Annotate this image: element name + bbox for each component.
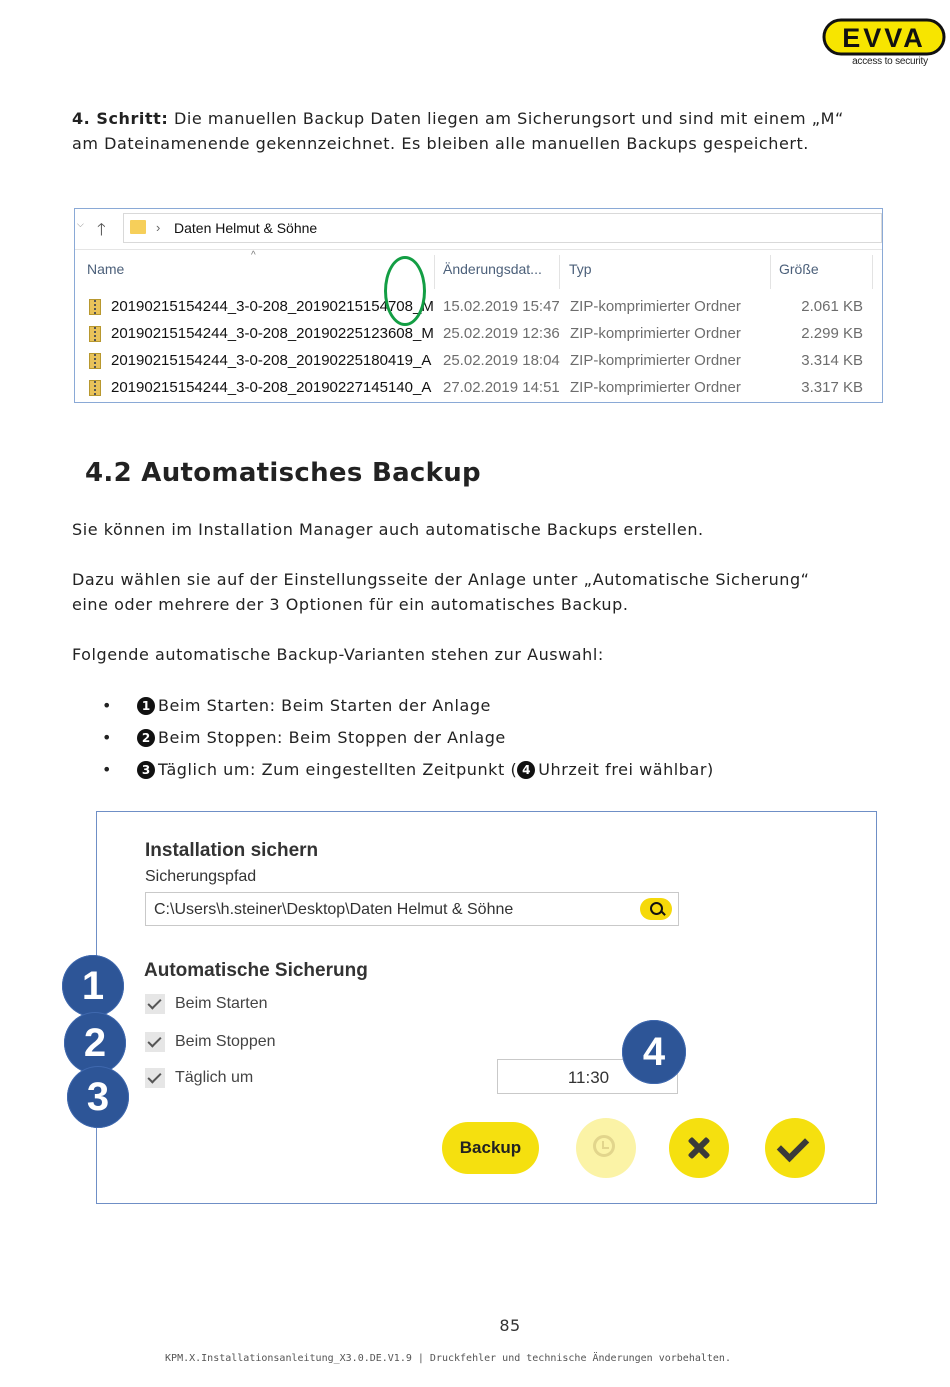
step4-label: 4. Schritt: — [72, 109, 169, 128]
checkbox-label: Beim Stoppen — [175, 1033, 276, 1050]
address-bar[interactable] — [123, 213, 882, 243]
file-name: 20190215154244_3-0-208_20190225180419_A — [111, 352, 432, 369]
file-name: 20190215154244_3-0-208_20190215154708_M — [111, 298, 434, 315]
file-row[interactable] — [89, 321, 879, 348]
section-paragraph-2 — [72, 567, 892, 617]
bullet-dot: • — [102, 728, 112, 747]
callout-1: 1 — [62, 955, 124, 1017]
close-icon — [687, 1136, 711, 1160]
checkbox-daily[interactable] — [145, 1068, 165, 1088]
number-circle: 1 — [137, 697, 155, 715]
history-dropdown-icon[interactable]: ⌵ — [77, 219, 84, 229]
file-date: 27.02.2019 14:51 — [443, 379, 560, 396]
column-separator — [872, 255, 873, 289]
step4-paragraph — [72, 106, 892, 156]
chevron-right-icon: › — [156, 220, 161, 235]
file-date: 25.02.2019 12:36 — [443, 325, 560, 342]
step4-text-2: am Dateinamenende gekennzeichnet. Es bleiben alle manuellen Backups gespeichert. — [72, 134, 809, 153]
number-circle: 2 — [137, 729, 155, 747]
section-heading: 4.2 Automatisches Backup — [85, 458, 481, 488]
folder-icon — [130, 220, 146, 234]
file-type: ZIP-komprimierter Ordner — [570, 298, 741, 315]
file-date: 25.02.2019 18:04 — [443, 352, 560, 369]
file-row[interactable] — [89, 294, 879, 321]
backup-settings-panel — [96, 811, 877, 1204]
auto-backup-title: Automatische Sicherung — [144, 960, 368, 981]
file-row[interactable] — [89, 375, 879, 402]
column-date[interactable]: Änderungsdat... — [443, 261, 542, 277]
search-icon[interactable] — [640, 898, 672, 920]
bullet-item-1 — [137, 696, 491, 715]
checkbox-label: Täglich um — [175, 1069, 254, 1086]
zip-folder-icon — [89, 353, 101, 369]
header-divider — [75, 249, 882, 250]
schedule-button[interactable] — [576, 1118, 636, 1178]
bullet-dot: • — [102, 696, 112, 715]
sort-caret-icon: ^ — [251, 250, 256, 261]
backup-path-label: Sicherungspfad — [145, 868, 257, 885]
zip-folder-icon — [89, 380, 101, 396]
backup-button[interactable]: Backup — [442, 1122, 539, 1174]
callout-2: 2 — [64, 1012, 126, 1074]
section-paragraph-3: Folgende automatische Backup-Varianten stehen zur Auswahl: — [72, 645, 604, 664]
page-number: 85 — [499, 1316, 521, 1335]
file-explorer — [74, 208, 883, 403]
callout-3: 3 — [67, 1066, 129, 1128]
file-size: 2.299 KB — [801, 325, 863, 342]
bullet-text: Täglich um: Zum eingestellten Zeitpunkt ( — [158, 760, 518, 779]
file-size: 3.314 KB — [801, 352, 863, 369]
bullet-dot: • — [102, 760, 112, 779]
cancel-button[interactable] — [669, 1118, 729, 1178]
up-arrow-icon[interactable]: 🡑 — [97, 220, 106, 239]
time-value: 11:30 — [567, 1068, 610, 1087]
file-type: ZIP-komprimierter Ordner — [570, 325, 741, 342]
backup-path-input[interactable] — [145, 892, 679, 926]
callout-4: 4 — [622, 1020, 686, 1084]
address-path: Daten Helmut & Söhne — [174, 220, 318, 236]
check-icon — [777, 1130, 810, 1163]
column-separator — [770, 255, 771, 289]
column-separator — [559, 255, 560, 289]
zip-folder-icon — [89, 299, 101, 315]
section-paragraph-2-line-1: Dazu wählen sie auf der Einstellungsseite der Anlage unter „Automatische Sicherung“ — [72, 570, 810, 589]
number-circle: 4 — [517, 761, 535, 779]
evva-logo — [822, 18, 946, 58]
section-paragraph-1: Sie können im Installation Manager auch automatische Backups erstellen. — [72, 520, 704, 539]
logo-brand: EVVA — [842, 23, 926, 53]
backup-path-value: C:\Users\h.steiner\Desktop\Daten Helmut & Söhne — [154, 901, 514, 918]
panel-title: Installation sichern — [145, 840, 319, 861]
number-circle: 3 — [137, 761, 155, 779]
zip-folder-icon — [89, 326, 101, 342]
step4-text-1: Die manuellen Backup Daten liegen am Sicherungsort und sind mit einem „M“ — [168, 109, 844, 128]
column-separator — [434, 255, 435, 289]
checkbox-on-start[interactable] — [145, 994, 165, 1014]
manual-backup-highlight — [384, 256, 426, 326]
checkbox-label: Beim Starten — [175, 995, 268, 1012]
bullet-text: Beim Stoppen: Beim Stoppen der Anlage — [158, 728, 506, 747]
file-name: 20190215154244_3-0-208_20190227145140_A — [111, 379, 432, 396]
logo-tagline: access to security — [852, 56, 928, 67]
file-type: ZIP-komprimierter Ordner — [570, 379, 741, 396]
column-type[interactable]: Typ — [569, 261, 592, 277]
file-name: 20190215154244_3-0-208_20190225123608_M — [111, 325, 434, 342]
section-paragraph-2-line-2: eine oder mehrere der 3 Optionen für ein automatisches Backup. — [72, 595, 629, 614]
file-type: ZIP-komprimierter Ordner — [570, 352, 741, 369]
file-row[interactable] — [89, 348, 879, 375]
file-date: 15.02.2019 15:47 — [443, 298, 560, 315]
file-size: 3.317 KB — [801, 379, 863, 396]
column-name[interactable]: Name — [87, 261, 125, 277]
bullet-item-3 — [137, 760, 714, 779]
file-size: 2.061 KB — [801, 298, 863, 315]
confirm-button[interactable] — [765, 1118, 825, 1178]
bullet-text: Uhrzeit frei wählbar) — [538, 760, 714, 779]
bullet-text: Beim Starten: Beim Starten der Anlage — [158, 696, 491, 715]
clock-icon — [593, 1135, 615, 1157]
checkbox-on-stop[interactable] — [145, 1032, 165, 1052]
bullet-item-2 — [137, 728, 506, 747]
footer-note: KPM.X.Installationsanleitung_X3.0.DE.V1.9 | Druckfehler und technische Änderungen vorbehalten. — [165, 1353, 731, 1364]
column-size[interactable]: Größe — [779, 261, 819, 277]
